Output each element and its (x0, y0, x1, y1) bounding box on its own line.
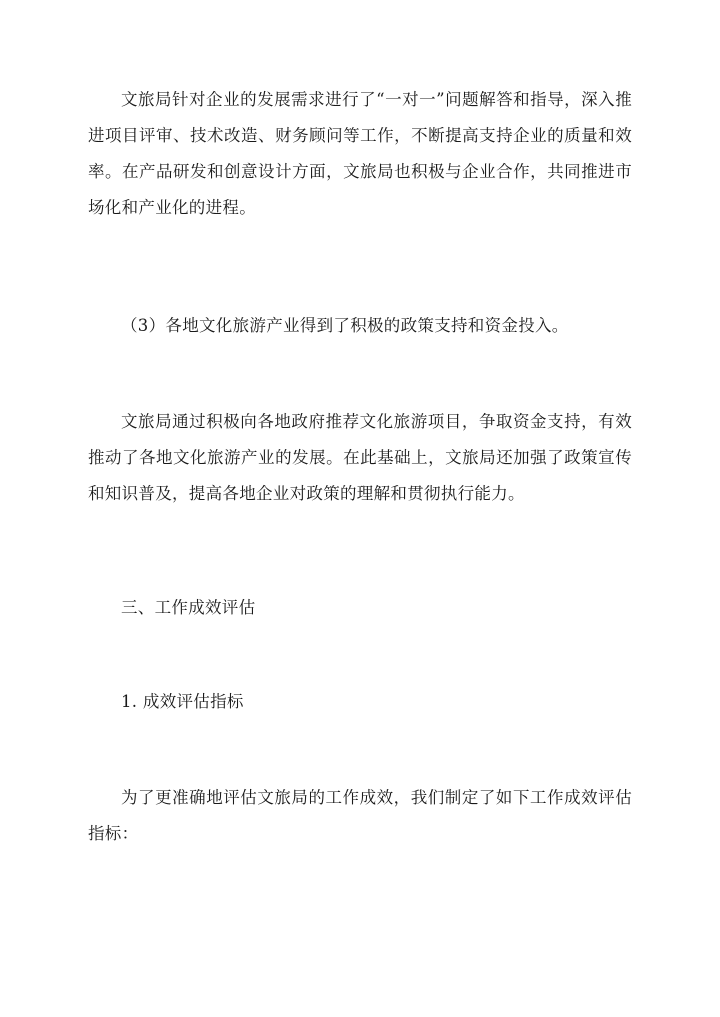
subsection-heading: 1. 成效评估指标 (121, 692, 244, 711)
body-paragraph-enterprise-support: 文旅局针对企业的发展需求进行了“一对一”问题解答和指导，深入推进项目评审、技术改造、财务顾问等工作，不断提高支持企业的质量和效率。在产品研发和创意设计方面，文旅局也积极与企业合作，共同推进市场化和产业化的进程。 (88, 90, 632, 217)
body-paragraph-funding-promotion: 文旅局通过积极向各地政府推荐文化旅游项目，争取资金支持，有效推动了各地文化旅游产业的发展。在此基础上，文旅局还加强了政策宣传和知识普及，提高各地企业对政策的理解和贯彻执行能力。 (88, 412, 632, 503)
body-paragraph-policy-support-item: （3）各地文化旅游产业得到了积极的政策支持和资金投入。 (121, 316, 569, 335)
body-paragraph-evaluation-intro: 为了更准确地评估文旅局的工作成效，我们制定了如下工作成效评估指标： (88, 788, 632, 843)
section-heading: 三、工作成效评估 (121, 598, 256, 617)
